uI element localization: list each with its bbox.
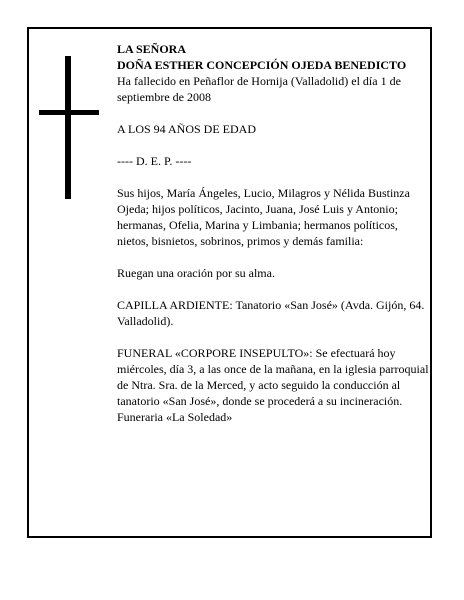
deceased-name: DOÑA ESTHER CONCEPCIÓN OJEDA BENEDICTO [117, 58, 407, 72]
cross-vertical-bar [65, 56, 71, 199]
cross-horizontal-bar [39, 110, 99, 115]
title-line-1: LA SEÑORA [117, 42, 187, 56]
death-info: Ha fallecido en Peñaflor de Hornija (Valladolid) el día 1 de septiembre de 2008 [117, 74, 401, 104]
cross-icon [39, 56, 99, 199]
funeral-info: FUNERAL «CORPORE INSEPULTO»: Se efectuará hoy miércoles, día 3, a las once de la mañana, en la iglesia parroquial de Ntra. Sra. de la Merced, y acto seguido la conducción al tanatorio «San José», donde se procederá a su incineración. [117, 346, 429, 408]
family-paragraph: Sus hijos, María Ángeles, Lucio, Milagros y Nélida Bustinza Ojeda; hijos políticos, Jacinto, Juana, José Luis y Antonio; hermanas, Ofelia, Marina y Limbania; hermanos políticos, nietos, bisnietos, sobrinos, primos y demás familia: [117, 186, 410, 248]
age-line: A LOS 94 AÑOS DE EDAD [117, 122, 257, 136]
obituary-text [117, 41, 429, 425]
rip-line: ---- D. E. P. ---- [117, 154, 192, 168]
chapel-info: CAPILLA ARDIENTE: Tanatorio «San José» (Avda. Gijón, 64. Valladolid). [117, 298, 425, 328]
obituary-notice [27, 27, 432, 538]
prayer-line: Ruegan una oración por su alma. [117, 266, 275, 280]
funeral-home: Funeraria «La Soledad» [117, 410, 233, 424]
